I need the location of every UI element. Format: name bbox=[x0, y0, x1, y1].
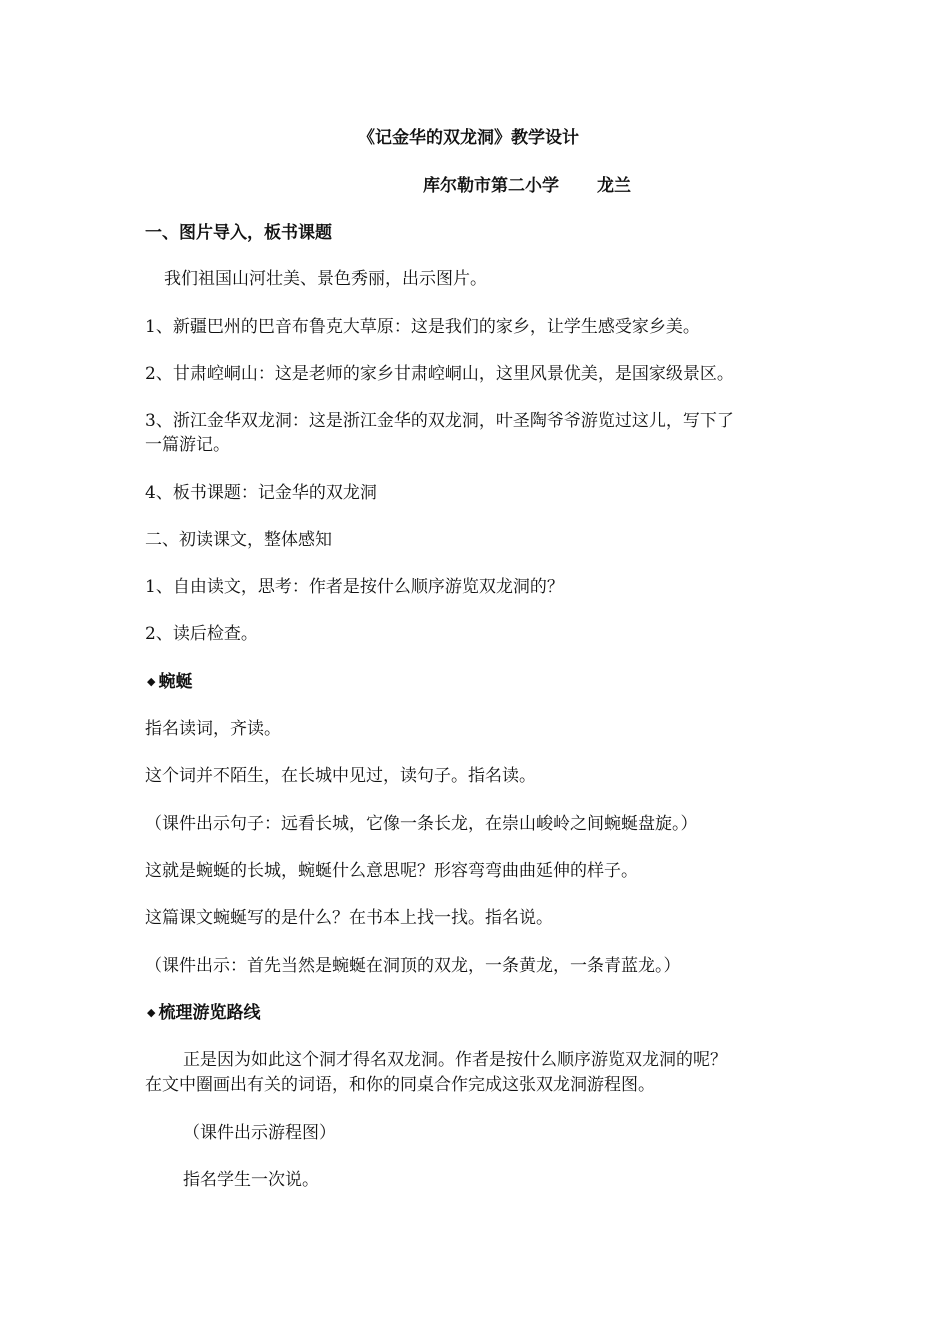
section1-item-1: 1、新疆巴州的巴音布鲁克大草原：这是我们的家乡，让学生感受家乡美。 bbox=[145, 317, 700, 337]
paragraph-line: （课件出示：首先当然是蜿蜒在洞顶的双龙，一条黄龙，一条青蓝龙。） bbox=[145, 956, 681, 976]
section1-intro: 我们祖国山河壮美、景色秀丽，出示图片。 bbox=[164, 269, 487, 289]
author-line bbox=[423, 175, 631, 197]
author-name: 龙兰 bbox=[597, 176, 631, 196]
paragraph-line: 这个词并不陌生，在长城中见过，读句子。指名读。 bbox=[145, 766, 536, 786]
paragraph-line: 指名读词，齐读。 bbox=[145, 719, 281, 739]
document-title: 《记金华的双龙洞》教学设计 bbox=[358, 128, 579, 148]
diamond-bullet-icon: ◆ bbox=[147, 675, 156, 688]
bullet-label: 蜿蜒 bbox=[158, 672, 193, 692]
section1-item-3-line1: 3、浙江金华双龙洞：这是浙江金华的双龙洞，叶圣陶爷爷游览过这儿，写下了 bbox=[145, 411, 734, 431]
section1-item-3-line2: 一篇游记。 bbox=[145, 435, 230, 455]
author-school: 库尔勒市第二小学 bbox=[423, 176, 559, 196]
section1-heading: 一、图片导入，板书课题 bbox=[145, 223, 332, 243]
section1-item-2: 2、甘肃崆峒山：这是老师的家乡甘肃崆峒山，这里风景优美，是国家级景区。 bbox=[145, 364, 734, 384]
final-instruction: 指名学生一次说。 bbox=[183, 1170, 319, 1190]
diamond-bullet-icon: ◆ bbox=[147, 1006, 156, 1019]
paragraph-line: （课件出示句子：远看长城，它像一条长龙，在崇山峻岭之间蜿蜒盘旋。） bbox=[145, 814, 698, 834]
bullet-label: 梳理游览路线 bbox=[158, 1003, 261, 1023]
courseware-note: （课件出示游程图） bbox=[183, 1123, 336, 1143]
bullet-heading-route bbox=[147, 1002, 260, 1026]
route-paragraph-line1: 正是因为如此这个洞才得名双龙洞。作者是按什么顺序游览双龙洞的呢？ bbox=[183, 1050, 727, 1070]
paragraph-line: 这篇课文蜿蜒写的是什么？在书本上找一找。指名说。 bbox=[145, 908, 553, 928]
route-paragraph-line2: 在文中圈画出有关的词语，和你的同桌合作完成这张双龙洞游程图。 bbox=[145, 1075, 655, 1095]
section2-heading: 二、初读课文，整体感知 bbox=[145, 530, 332, 550]
section1-item-4: 4、板书课题：记金华的双龙洞 bbox=[145, 483, 377, 503]
bullet-heading-wanyan bbox=[147, 671, 192, 695]
section2-item-2: 2、读后检查。 bbox=[145, 624, 258, 644]
section2-item-1: 1、自由读文，思考：作者是按什么顺序游览双龙洞的？ bbox=[145, 577, 564, 597]
paragraph-line: 这就是蜿蜒的长城，蜿蜒什么意思呢？形容弯弯曲曲延伸的样子。 bbox=[145, 861, 638, 881]
